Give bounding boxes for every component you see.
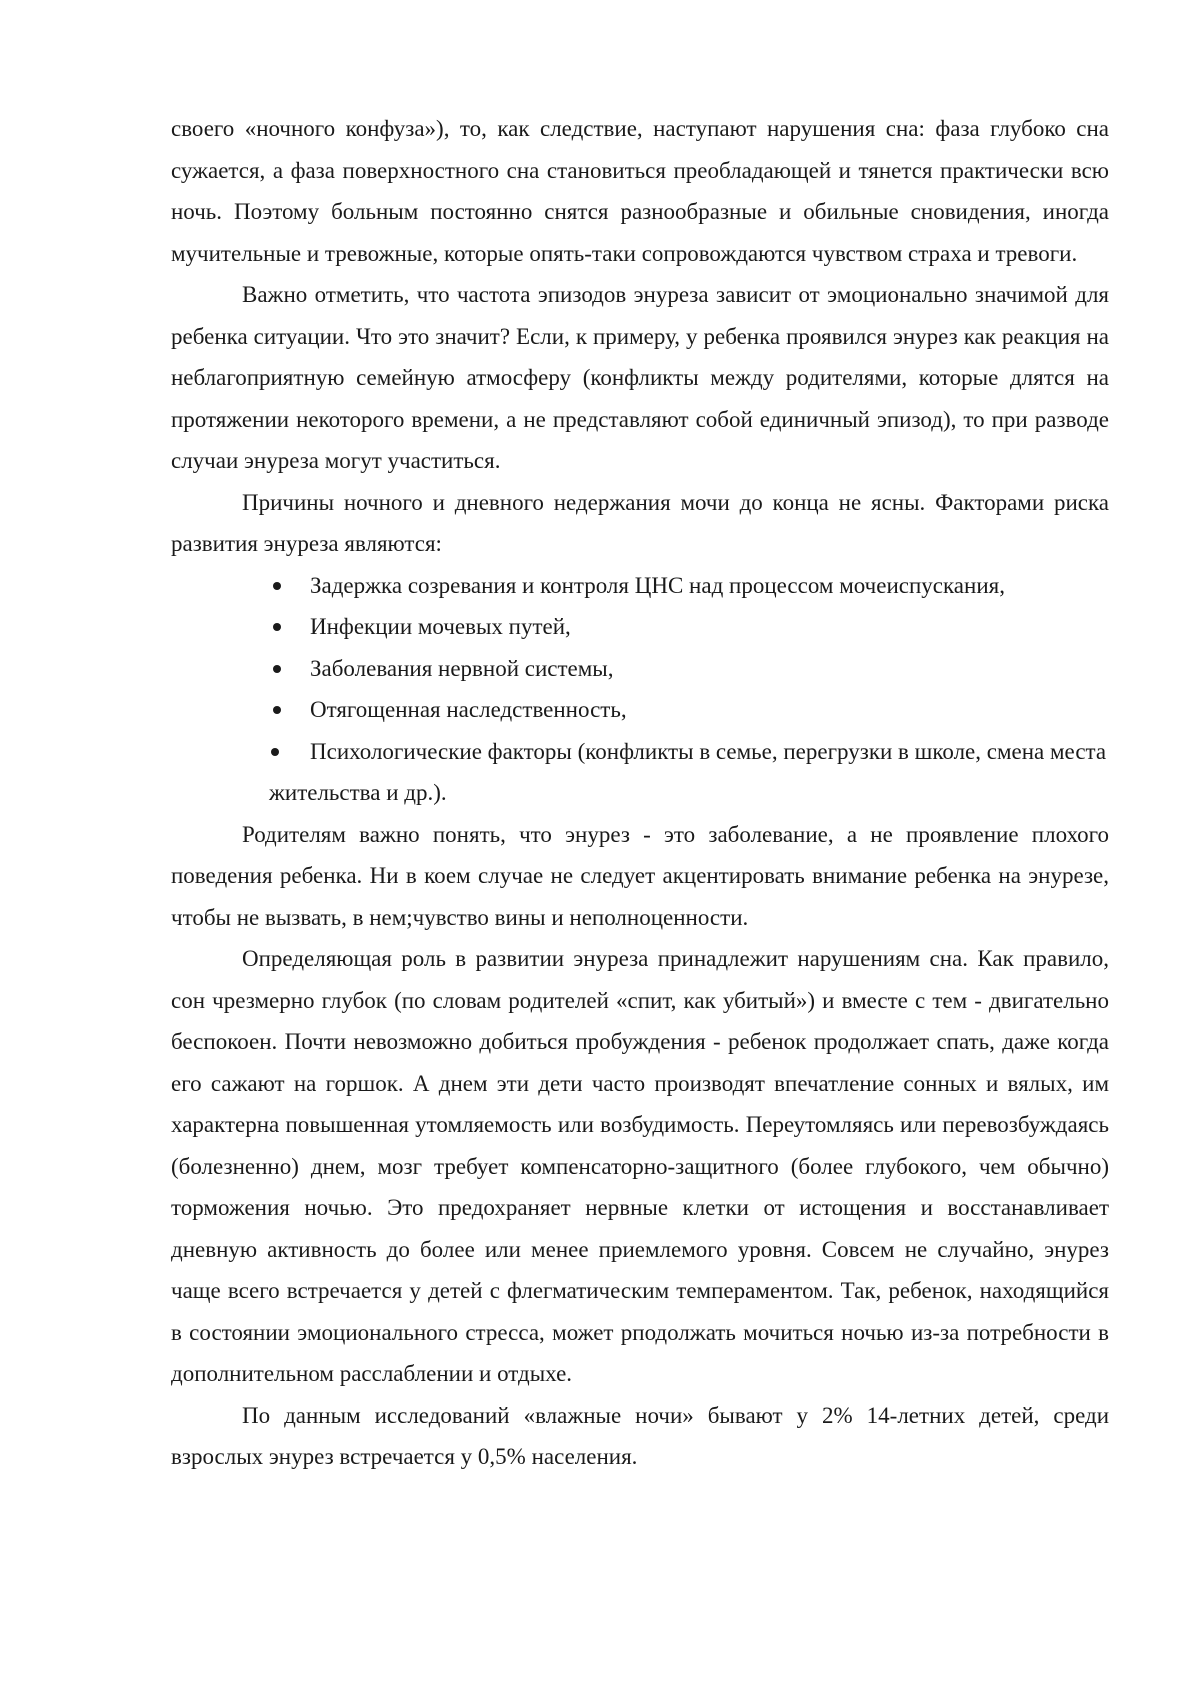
paragraph-sleep-disorders: своего «ночного конфуза»), то, как следствие, наступают нарушения сна: фаза глубоко сна сужается, а фаза поверхностного сна становиться преобладающей и тянется практически всю ночь. Поэтому больным постоянно снятся разнообразные и обильные сновидения, иногда мучительные и тревожные, которые опять-таки сопровождаются чувством страха и тревоги. bbox=[171, 116, 1109, 266]
list-item-text: Задержка созревания и контроля ЦНС над процессом мочеиспускания, bbox=[310, 572, 1005, 598]
list-item-text: Психологические факторы (конфликты в семье, перегрузки в школе, смена места жительства и др.). bbox=[269, 738, 1107, 805]
paragraph-episode-frequency: Важно отметить, что частота эпизодов энуреза зависит от эмоционально значимой для ребенка ситуации. Что это значит? Если, к примеру, у ребенка проявился энурез как реакция на неблагоприятную семейную атмосферу (конфликты между родителями, которые длятся на протяжении некоторого времени, а не представляют собой единичный эпизод), то при разводе случаи энуреза могут участиться. bbox=[171, 282, 1109, 473]
risk-factors-list bbox=[171, 565, 1109, 814]
paragraph-statistics: По данным исследований «влажные ночи» бывают у 2% 14-летних детей, среди взрослых энурез встречается у 0,5% населения. bbox=[171, 1402, 1109, 1469]
paragraph-sleep-role: Определяющая роль в развитии энуреза принадлежит нарушениям сна. Как правило, сон чрезмерно глубок (по словам родителей «спит, как убитый») и вместе с тем - двигательно беспокоен. Почти невозможно добиться пробуждения - ребенок продолжает спать, даже когда его сажают на горшок. А днем эти дети часто производят впечатление сонных и вялых, им характерна повышенная утомляемость или возбудимость. Переутомляясь или перевозбуждаясь (болезненно) днем, мозг требует компенсаторно-защитного (более глубокого, чем обычно) торможения ночью. Это предохраняет нервные клетки от истощения и восстанавливает дневную активность до более или менее приемлемого уровня. Совсем не случайно, энурез чаще всего встречается у детей с флегматическим темпераментом. Так, ребенок, находящийся в состоянии эмоционального стресса, может рподолжать мочиться ночью из-за потребности в дополнительном расслаблении и отдыхе. bbox=[171, 946, 1109, 1386]
list-item bbox=[171, 648, 1109, 690]
list-item bbox=[171, 606, 1109, 648]
paragraph-causes-intro: Причины ночного и дневного недержания мочи до конца не ясны. Факторами риска развития энуреза являются: bbox=[171, 489, 1109, 556]
list-item bbox=[171, 689, 1109, 731]
list-item-text: Заболевания нервной системы, bbox=[310, 655, 614, 681]
list-item-text: Отягощенная наследственность, bbox=[310, 697, 627, 722]
paragraph-parents-advice: Родителям важно понять, что энурез - это заболевание, а не проявление плохого поведения ребенка. Ни в коем случае не следует акцентировать внимание ребенка на энурезе, чтобы не вызвать, в нем;чувство вины и неполноценности. bbox=[171, 821, 1109, 930]
list-item bbox=[171, 731, 1109, 814]
list-item bbox=[171, 565, 1109, 607]
document-body bbox=[171, 108, 1109, 1478]
list-item-text: Инфекции мочевых путей, bbox=[310, 614, 571, 639]
